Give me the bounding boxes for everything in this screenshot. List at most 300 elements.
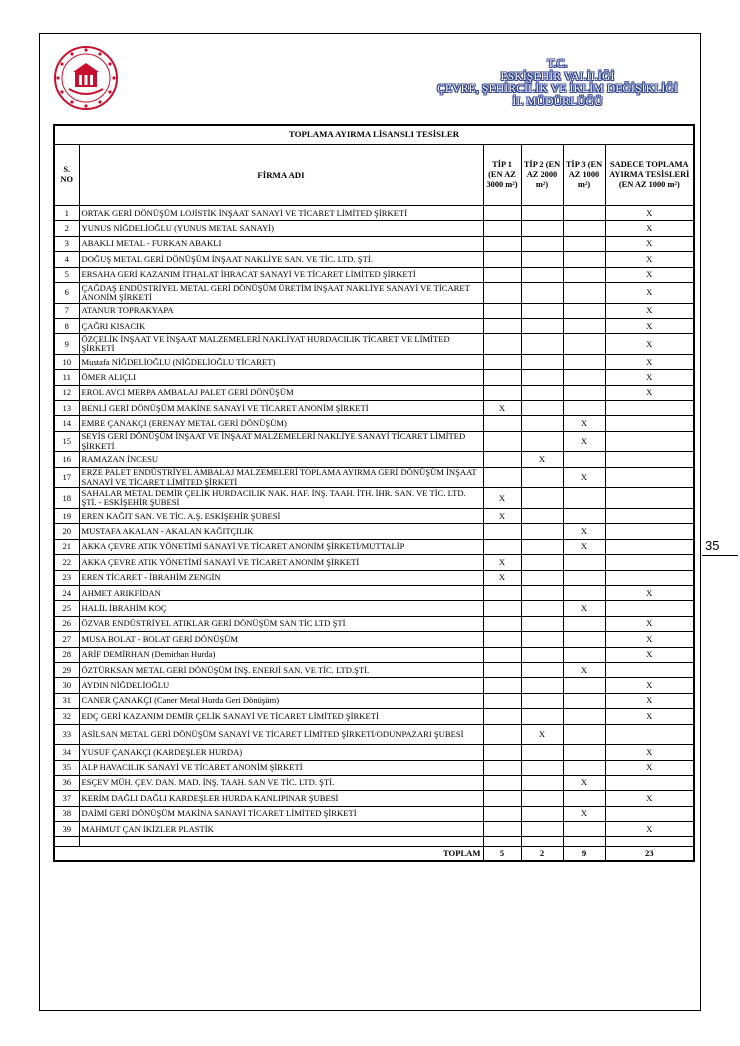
row-tip3-cell: X bbox=[563, 601, 605, 616]
row-tip2-cell bbox=[521, 760, 563, 775]
row-sadece-cell bbox=[605, 509, 694, 524]
row-tip3-cell bbox=[563, 724, 605, 745]
table-row bbox=[54, 370, 694, 385]
row-tip2-cell bbox=[521, 385, 563, 400]
row-firm-cell: MUSTAFA AKALAN - AKALAN KAĞITÇILIK bbox=[79, 524, 483, 539]
table-row bbox=[54, 806, 694, 821]
row-firm-cell: AYDIN NİĞDELİOĞLU bbox=[79, 678, 483, 693]
row-tip2-cell bbox=[521, 509, 563, 524]
row-tip2-cell bbox=[521, 303, 563, 318]
row-firm-cell: EREN KAĞIT SAN. VE TİC. A.Ş. ESKİŞEHİR ŞUBESİ bbox=[79, 509, 483, 524]
table-row bbox=[54, 647, 694, 662]
row-tip3-cell: X bbox=[563, 416, 605, 431]
row-tip2-cell bbox=[521, 236, 563, 251]
row-tip3-cell bbox=[563, 555, 605, 570]
row-tip1-cell bbox=[483, 370, 521, 385]
row-tip2-cell: X bbox=[521, 452, 563, 467]
row-tip1-cell bbox=[483, 303, 521, 318]
row-sadece-cell: X bbox=[605, 252, 694, 267]
row-tip1-cell: X bbox=[483, 488, 521, 509]
row-firm-cell: MUSA BOLAT - BOLAT GERİ DÖNÜŞÜM bbox=[79, 632, 483, 647]
row-sadece-cell bbox=[605, 775, 694, 790]
row-no-cell: 8 bbox=[54, 318, 79, 333]
table-row bbox=[54, 416, 694, 431]
institution-header bbox=[437, 58, 678, 108]
row-tip1-cell bbox=[483, 647, 521, 662]
row-firm-cell: ASİLSAN METAL GERİ DÖNÜŞÜM SANAYİ VE TİCARET LİMİTED ŞİRKETİ/ODUNPAZARI ŞUBESİ bbox=[79, 724, 483, 745]
row-firm-cell: YUNUS NİĞDELİOĞLU (YUNUS METAL SANAYİ) bbox=[79, 221, 483, 236]
row-sadece-cell: X bbox=[605, 745, 694, 760]
row-no-cell: 29 bbox=[54, 662, 79, 677]
row-no-cell: 11 bbox=[54, 370, 79, 385]
row-tip1-cell bbox=[483, 601, 521, 616]
row-firm-cell: ÇAĞDAŞ ENDÜSTRİYEL METAL GERİ DÖNÜŞÜM ÜRETİM İNŞAAT NAKLİYE SANAYİ VE TİCARET ANONİM ŞİRKETİ bbox=[79, 282, 483, 303]
row-tip3-cell: X bbox=[563, 539, 605, 554]
row-tip3-cell: X bbox=[563, 662, 605, 677]
header-line-1: T.C. bbox=[547, 58, 568, 70]
empty-cell bbox=[54, 837, 79, 847]
empty-cell bbox=[521, 837, 563, 847]
row-sadece-cell bbox=[605, 452, 694, 467]
row-tip2-cell bbox=[521, 467, 563, 488]
table-row bbox=[54, 252, 694, 267]
row-no-cell: 4 bbox=[54, 252, 79, 267]
row-sadece-cell: X bbox=[605, 791, 694, 806]
row-tip3-cell bbox=[563, 709, 605, 724]
row-sadece-cell bbox=[605, 488, 694, 509]
row-no-cell: 2 bbox=[54, 221, 79, 236]
col-header-tip2: TİP 2 (EN AZ 2000 m²) bbox=[521, 145, 563, 206]
row-tip2-cell bbox=[521, 806, 563, 821]
empty-cell bbox=[605, 837, 694, 847]
col-header-firm: FİRMA ADI bbox=[79, 145, 483, 206]
row-sadece-cell bbox=[605, 431, 694, 452]
row-tip1-cell bbox=[483, 431, 521, 452]
row-sadece-cell: X bbox=[605, 354, 694, 369]
row-tip3-cell bbox=[563, 488, 605, 509]
row-sadece-cell: X bbox=[605, 632, 694, 647]
row-sadece-cell: X bbox=[605, 385, 694, 400]
row-no-cell: 35 bbox=[54, 760, 79, 775]
row-sadece-cell: X bbox=[605, 206, 694, 221]
total-t2-cell: 2 bbox=[521, 847, 563, 862]
row-tip1-cell bbox=[483, 586, 521, 601]
row-no-cell: 26 bbox=[54, 616, 79, 631]
table-row bbox=[54, 601, 694, 616]
row-firm-cell: YUSUF ÇANAKÇI (KARDEŞLER HURDA) bbox=[79, 745, 483, 760]
row-firm-cell: SAHALAR METAL DEMİR ÇELİK HURDACILIK NAK. HAF. İNŞ. TAAH. İTH. İHR. SAN. VE TİC. LTD. ŞTİ. - ESKİŞEHİR ŞUBESİ bbox=[79, 488, 483, 509]
row-no-cell: 18 bbox=[54, 488, 79, 509]
row-tip2-cell bbox=[521, 488, 563, 509]
row-tip3-cell bbox=[563, 252, 605, 267]
row-firm-cell: AKKA ÇEVRE ATIK YÖNETİMİ SANAYİ VE TİCARET ANONİM ŞİRKETİ bbox=[79, 555, 483, 570]
table-row bbox=[54, 616, 694, 631]
row-firm-cell: MAHMUT ÇAN İKİZLER PLASTİK bbox=[79, 822, 483, 837]
col-header-no: S. NO bbox=[54, 145, 79, 206]
row-tip2-cell bbox=[521, 524, 563, 539]
row-firm-cell: AKKA ÇEVRE ATIK YÖNETİMİ SANAYİ VE TİCARET ANONİM ŞİRKETİ/MUTTALİP bbox=[79, 539, 483, 554]
header-line-4: İL MÜDÜRLÜĞÜ bbox=[512, 95, 603, 108]
table-row bbox=[54, 267, 694, 282]
row-tip3-cell bbox=[563, 745, 605, 760]
row-tip3-cell bbox=[563, 318, 605, 333]
row-tip1-cell bbox=[483, 822, 521, 837]
table-row bbox=[54, 221, 694, 236]
row-firm-cell: Mustafa NİĞDELİOĞLU (NİĞDELİOĞLU TİCARET) bbox=[79, 354, 483, 369]
row-no-cell: 36 bbox=[54, 775, 79, 790]
row-tip2-cell bbox=[521, 822, 563, 837]
row-no-cell: 13 bbox=[54, 401, 79, 416]
row-sadece-cell: X bbox=[605, 370, 694, 385]
table-row bbox=[54, 452, 694, 467]
row-tip1-cell bbox=[483, 524, 521, 539]
table-row bbox=[54, 303, 694, 318]
row-sadece-cell: X bbox=[605, 586, 694, 601]
row-no-cell: 33 bbox=[54, 724, 79, 745]
row-tip1-cell bbox=[483, 318, 521, 333]
table-row bbox=[54, 775, 694, 790]
row-tip1-cell bbox=[483, 385, 521, 400]
empty-cell bbox=[563, 837, 605, 847]
table-row bbox=[54, 334, 694, 355]
row-no-cell: 23 bbox=[54, 570, 79, 585]
row-tip1-cell bbox=[483, 632, 521, 647]
row-firm-cell: EMRE ÇANAKÇI (ERENAY METAL GERİ DÖNÜŞÜM) bbox=[79, 416, 483, 431]
table-row bbox=[54, 318, 694, 333]
row-tip3-cell bbox=[563, 678, 605, 693]
row-tip1-cell bbox=[483, 467, 521, 488]
facilities-table bbox=[53, 124, 695, 862]
row-sadece-cell: X bbox=[605, 334, 694, 355]
row-tip1-cell: X bbox=[483, 401, 521, 416]
row-sadece-cell bbox=[605, 416, 694, 431]
row-firm-cell: ATANUR TOPRAKYAPA bbox=[79, 303, 483, 318]
row-tip1-cell bbox=[483, 616, 521, 631]
row-sadece-cell bbox=[605, 524, 694, 539]
row-tip3-cell bbox=[563, 206, 605, 221]
row-tip2-cell bbox=[521, 282, 563, 303]
row-no-cell: 9 bbox=[54, 334, 79, 355]
row-tip1-cell bbox=[483, 416, 521, 431]
table-row bbox=[54, 555, 694, 570]
page-number: 35 bbox=[705, 538, 720, 553]
row-tip2-cell bbox=[521, 370, 563, 385]
header-line-3: ÇEVRE, ŞEHİRCİLİK VE İKLİM DEĞİŞİKLİĞİ bbox=[437, 83, 678, 95]
row-firm-cell: RAMAZAN İNCESU bbox=[79, 452, 483, 467]
table-row bbox=[54, 524, 694, 539]
row-sadece-cell bbox=[605, 806, 694, 821]
row-sadece-cell: X bbox=[605, 693, 694, 708]
ministry-logo bbox=[53, 45, 119, 111]
row-tip1-cell: X bbox=[483, 509, 521, 524]
row-firm-cell: ORTAK GERİ DÖNÜŞÜM LOJİSTİK İNŞAAT SANAYİ VE TİCARET LİMİTED ŞİRKETİ bbox=[79, 206, 483, 221]
row-tip3-cell: X bbox=[563, 775, 605, 790]
row-firm-cell: ERZE PALET ENDÜSTRİYEL AMBALAJ MALZEMELERİ TOPLAMA AYIRMA GERİ DÖNÜŞÜM İNŞAAT SANAYİ VE TİCARET LİMİTED ŞİRKETİ bbox=[79, 467, 483, 488]
row-tip3-cell bbox=[563, 822, 605, 837]
row-tip3-cell bbox=[563, 647, 605, 662]
row-tip2-cell bbox=[521, 206, 563, 221]
row-tip2-cell bbox=[521, 601, 563, 616]
row-no-cell: 24 bbox=[54, 586, 79, 601]
table-row bbox=[54, 467, 694, 488]
row-no-cell: 3 bbox=[54, 236, 79, 251]
row-no-cell: 37 bbox=[54, 791, 79, 806]
row-tip3-cell bbox=[563, 354, 605, 369]
row-tip1-cell bbox=[483, 791, 521, 806]
total-t1-cell: 5 bbox=[483, 847, 521, 862]
row-firm-cell: AHMET ARIKFİDAN bbox=[79, 586, 483, 601]
empty-cell bbox=[483, 837, 521, 847]
table-row bbox=[54, 709, 694, 724]
row-sadece-cell: X bbox=[605, 282, 694, 303]
row-no-cell: 31 bbox=[54, 693, 79, 708]
row-tip3-cell bbox=[563, 267, 605, 282]
row-tip2-cell bbox=[521, 678, 563, 693]
table-row bbox=[54, 206, 694, 221]
row-tip2-cell bbox=[521, 662, 563, 677]
row-tip3-cell bbox=[563, 616, 605, 631]
row-tip1-cell: X bbox=[483, 570, 521, 585]
row-no-cell: 14 bbox=[54, 416, 79, 431]
row-no-cell: 19 bbox=[54, 509, 79, 524]
row-tip3-cell bbox=[563, 632, 605, 647]
row-tip2-cell bbox=[521, 745, 563, 760]
row-sadece-cell: X bbox=[605, 616, 694, 631]
empty-cell bbox=[79, 837, 483, 847]
row-sadece-cell: X bbox=[605, 709, 694, 724]
row-firm-cell: HALİL İBRAHİM KOÇ bbox=[79, 601, 483, 616]
row-tip2-cell bbox=[521, 354, 563, 369]
row-tip2-cell bbox=[521, 775, 563, 790]
row-no-cell: 16 bbox=[54, 452, 79, 467]
table-row bbox=[54, 282, 694, 303]
row-sadece-cell: X bbox=[605, 221, 694, 236]
row-firm-cell: DAİMİ GERİ DÖNÜŞÜM MAKİNA SANAYİ TİCARET LİMİTED ŞİRKETİ bbox=[79, 806, 483, 821]
row-tip3-cell bbox=[563, 509, 605, 524]
row-no-cell: 34 bbox=[54, 745, 79, 760]
row-tip1-cell bbox=[483, 806, 521, 821]
table-row bbox=[54, 586, 694, 601]
row-tip1-cell bbox=[483, 709, 521, 724]
row-tip3-cell bbox=[563, 236, 605, 251]
row-tip1-cell bbox=[483, 724, 521, 745]
row-no-cell: 28 bbox=[54, 647, 79, 662]
row-tip3-cell bbox=[563, 334, 605, 355]
row-sadece-cell: X bbox=[605, 760, 694, 775]
row-tip3-cell bbox=[563, 385, 605, 400]
row-sadece-cell: X bbox=[605, 678, 694, 693]
row-tip3-cell bbox=[563, 452, 605, 467]
row-tip3-cell bbox=[563, 282, 605, 303]
row-tip1-cell bbox=[483, 775, 521, 790]
col-header-sadece: SADECE TOPLAMA AYIRMA TESİSLERİ (EN AZ 1000 m²) bbox=[605, 145, 694, 206]
row-tip1-cell bbox=[483, 539, 521, 554]
row-firm-cell: ABAKLI METAL - FURKAN ABAKLI bbox=[79, 236, 483, 251]
row-tip2-cell bbox=[521, 334, 563, 355]
row-tip2-cell bbox=[521, 318, 563, 333]
table-row bbox=[54, 236, 694, 251]
total-t3-cell: 9 bbox=[563, 847, 605, 862]
table-row bbox=[54, 745, 694, 760]
row-sadece-cell: X bbox=[605, 822, 694, 837]
table-row bbox=[54, 509, 694, 524]
row-tip1-cell bbox=[483, 760, 521, 775]
row-tip1-cell bbox=[483, 221, 521, 236]
row-sadece-cell bbox=[605, 570, 694, 585]
row-sadece-cell bbox=[605, 724, 694, 745]
row-firm-cell: BENLİ GERİ DÖNÜŞÜM MAKİNE SANAYİ VE TİCARET ANONİM ŞİRKETİ bbox=[79, 401, 483, 416]
row-tip2-cell bbox=[521, 416, 563, 431]
row-tip2-cell bbox=[521, 709, 563, 724]
row-tip2-cell bbox=[521, 616, 563, 631]
row-firm-cell: ÖMER ALIÇLI bbox=[79, 370, 483, 385]
table-row bbox=[54, 385, 694, 400]
row-firm-cell: ERSAHA GERİ KAZANIM İTHALAT İHRACAT SANAYİ VE TİCARET LİMİTED ŞİRKETİ bbox=[79, 267, 483, 282]
table-row bbox=[54, 488, 694, 509]
row-tip3-cell: X bbox=[563, 524, 605, 539]
row-firm-cell: KERİM DAĞLI DAĞLI KARDEŞLER HURDA KANLIPINAR ŞUBESİ bbox=[79, 791, 483, 806]
row-tip1-cell bbox=[483, 354, 521, 369]
row-tip2-cell bbox=[521, 791, 563, 806]
total-s-cell: 23 bbox=[605, 847, 694, 862]
row-tip3-cell bbox=[563, 370, 605, 385]
row-tip2-cell bbox=[521, 570, 563, 585]
row-no-cell: 12 bbox=[54, 385, 79, 400]
row-tip3-cell bbox=[563, 791, 605, 806]
row-firm-cell: ALP HAVACILIK SANAYİ VE TİCARET ANONİM ŞİRKETİ bbox=[79, 760, 483, 775]
row-no-cell: 30 bbox=[54, 678, 79, 693]
row-sadece-cell bbox=[605, 539, 694, 554]
table-row bbox=[54, 724, 694, 745]
row-no-cell: 39 bbox=[54, 822, 79, 837]
row-no-cell: 7 bbox=[54, 303, 79, 318]
row-no-cell: 17 bbox=[54, 467, 79, 488]
row-tip3-cell: X bbox=[563, 431, 605, 452]
row-tip1-cell bbox=[483, 282, 521, 303]
row-firm-cell: ÇAĞRI KISACIK bbox=[79, 318, 483, 333]
row-tip2-cell bbox=[521, 401, 563, 416]
row-tip3-cell bbox=[563, 221, 605, 236]
row-firm-cell: ESÇEV MÜH. ÇEV. DAN. MAD. İNŞ. TAAH. SAN VE TİC. LTD. ŞTİ. bbox=[79, 775, 483, 790]
row-tip3-cell bbox=[563, 401, 605, 416]
row-sadece-cell bbox=[605, 601, 694, 616]
row-no-cell: 32 bbox=[54, 709, 79, 724]
row-sadece-cell bbox=[605, 401, 694, 416]
row-tip1-cell: X bbox=[483, 555, 521, 570]
row-tip2-cell bbox=[521, 221, 563, 236]
row-firm-cell: EDÇ GERİ KAZANIM DEMİR ÇELİK SANAYİ VE TİCARET LİMİTED ŞİRKETİ bbox=[79, 709, 483, 724]
row-tip3-cell bbox=[563, 693, 605, 708]
row-firm-cell: SEYİS GERİ DÖNÜŞÜM İNŞAAT VE İNŞAAT MALZEMELERİ NAKLİYE SANAYİ TİCARET LİMİTED ŞİRKETİ bbox=[79, 431, 483, 452]
row-tip1-cell bbox=[483, 267, 521, 282]
row-tip1-cell bbox=[483, 252, 521, 267]
row-no-cell: 27 bbox=[54, 632, 79, 647]
row-tip2-cell bbox=[521, 693, 563, 708]
table-row bbox=[54, 822, 694, 837]
table-title: TOPLAMA AYIRMA LİSANSLI TESİSLER bbox=[54, 125, 694, 145]
row-tip3-cell: X bbox=[563, 467, 605, 488]
row-no-cell: 25 bbox=[54, 601, 79, 616]
row-firm-cell: EREN TİCARET - İBRAHİM ZENGİN bbox=[79, 570, 483, 585]
row-tip3-cell bbox=[563, 570, 605, 585]
row-firm-cell: ÖZVAR ENDÜSTRİYEL ATIKLAR GERİ DÖNÜŞÜM SAN TİC LTD ŞTİ bbox=[79, 616, 483, 631]
empty-row bbox=[54, 837, 694, 847]
row-tip1-cell bbox=[483, 693, 521, 708]
row-tip1-cell bbox=[483, 452, 521, 467]
row-tip2-cell bbox=[521, 647, 563, 662]
row-firm-cell: ÖZÇELİK İNŞAAT VE İNŞAAT MALZEMELERİ NAKLİYAT HURDACILIK TİCARET VE LİMİTED ŞİRKETİ bbox=[79, 334, 483, 355]
row-tip2-cell bbox=[521, 539, 563, 554]
row-no-cell: 38 bbox=[54, 806, 79, 821]
table-row bbox=[54, 791, 694, 806]
table-row bbox=[54, 662, 694, 677]
row-no-cell: 10 bbox=[54, 354, 79, 369]
row-no-cell: 1 bbox=[54, 206, 79, 221]
table-row bbox=[54, 354, 694, 369]
row-no-cell: 21 bbox=[54, 539, 79, 554]
row-sadece-cell: X bbox=[605, 267, 694, 282]
page-number-rule bbox=[702, 555, 738, 556]
table-row bbox=[54, 431, 694, 452]
table-row bbox=[54, 401, 694, 416]
row-firm-cell: ÖZTÜRKSAN METAL GERİ DÖNÜŞÜM İNŞ. ENERJİ SAN. VE TİC. LTD.ŞTİ. bbox=[79, 662, 483, 677]
row-tip1-cell bbox=[483, 236, 521, 251]
row-sadece-cell bbox=[605, 555, 694, 570]
row-tip2-cell: X bbox=[521, 724, 563, 745]
row-no-cell: 6 bbox=[54, 282, 79, 303]
row-tip2-cell bbox=[521, 267, 563, 282]
row-tip1-cell bbox=[483, 745, 521, 760]
row-tip1-cell bbox=[483, 334, 521, 355]
table-row bbox=[54, 539, 694, 554]
row-tip2-cell bbox=[521, 632, 563, 647]
row-sadece-cell: X bbox=[605, 647, 694, 662]
row-sadece-cell: X bbox=[605, 236, 694, 251]
total-row bbox=[54, 847, 694, 862]
table-row bbox=[54, 632, 694, 647]
row-sadece-cell bbox=[605, 662, 694, 677]
row-no-cell: 5 bbox=[54, 267, 79, 282]
row-tip2-cell bbox=[521, 431, 563, 452]
row-tip3-cell bbox=[563, 586, 605, 601]
table-row bbox=[54, 678, 694, 693]
row-no-cell: 20 bbox=[54, 524, 79, 539]
row-tip3-cell bbox=[563, 760, 605, 775]
row-tip1-cell bbox=[483, 206, 521, 221]
row-tip3-cell bbox=[563, 303, 605, 318]
row-tip1-cell bbox=[483, 678, 521, 693]
col-header-tip3: TİP 3 (EN AZ 1000 m²) bbox=[563, 145, 605, 206]
row-tip2-cell bbox=[521, 555, 563, 570]
row-tip1-cell bbox=[483, 662, 521, 677]
row-sadece-cell: X bbox=[605, 318, 694, 333]
row-sadece-cell bbox=[605, 467, 694, 488]
row-sadece-cell: X bbox=[605, 303, 694, 318]
row-firm-cell: EROL AVCI MERPA AMBALAJ PALET GERİ DÖNÜŞÜM bbox=[79, 385, 483, 400]
table-row bbox=[54, 760, 694, 775]
header-line-2: ESKİŞEHİR VALİLİĞİ bbox=[500, 70, 615, 83]
row-firm-cell: ARİF DEMİRHAN (Demirhan Hurda) bbox=[79, 647, 483, 662]
row-tip2-cell bbox=[521, 252, 563, 267]
table-row bbox=[54, 693, 694, 708]
total-label: TOPLAM bbox=[54, 847, 483, 862]
col-header-tip1: TİP 1 (EN AZ 3000 m²) bbox=[483, 145, 521, 206]
row-no-cell: 15 bbox=[54, 431, 79, 452]
table-row bbox=[54, 570, 694, 585]
row-firm-cell: CANER ÇANAKÇI (Caner Metal Hurda Geri Dönüşüm) bbox=[79, 693, 483, 708]
row-tip2-cell bbox=[521, 586, 563, 601]
row-firm-cell: DOĞUŞ METAL GERİ DÖNÜŞÜM İNŞAAT NAKLİYE SAN. VE TİC. LTD. ŞTİ. bbox=[79, 252, 483, 267]
